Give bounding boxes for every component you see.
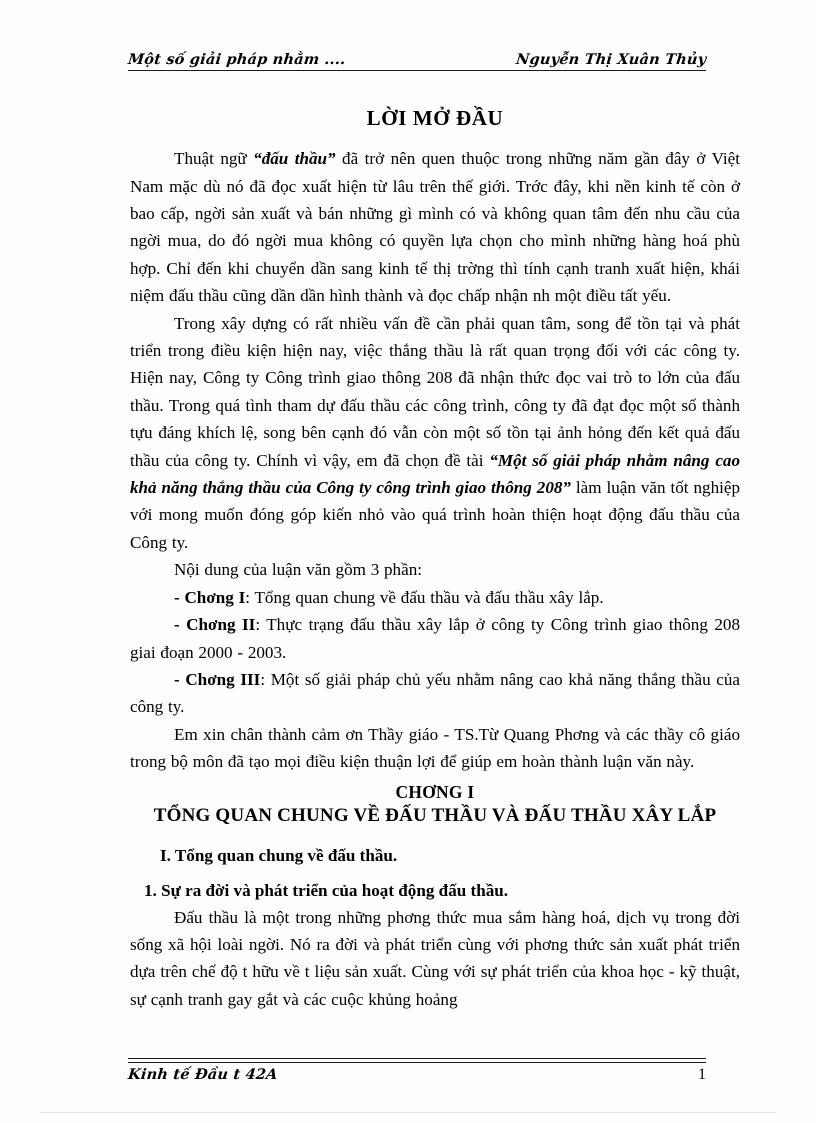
intro2-text-a: Trong xây dựng có rất nhiều vấn đề cần phải quan tâm, song để tồn tại và phát triển trong điều kiện hiện nay, việc thắng thầu là rất quan trọng đối với các công ty. Hiện nay, Công ty Công trình giao thông 208 đã nhận thức đọc vai trò to lớn của đấu thầu. Trong quá tình tham dự đấu thầu các công trình, công ty đã đạt đọc một số thành tựu đáng khích lệ, song bên cạnh đó vẫn còn một số tồn tại ảnh hỏng đến kết quả đấu thầu của công ty. Chính vì vậy, em đã chọn đề tài	[130, 313, 740, 470]
paragraph-intro-2	[130, 310, 740, 557]
chapter-list-item-3	[130, 666, 740, 721]
paragraph-contents-lead: Nội dung của luận văn gồm 3 phần:	[174, 560, 422, 580]
thesis-title: “Một số giải pháp nhằm nâng cao khả năng thắng thầu của Công ty công trình giao thông 208”	[130, 450, 741, 498]
chapter-1-text: : Tổng quan chung về đấu thầu và đấu thầu xây lắp.	[245, 587, 604, 607]
intro-text-b: đã trở nên quen thuộc trong những năm gần đây ở Việt Nam mặc dù nó đã đọc xuất hiện từ lâu trên thế giới. Trớc đây, khi nền kinh tế còn ở bao cấp, ngời sản xuất và bán những gì mình có và không quan tâm đến nhu cầu của ngời mua, do đó ngời mua không có quyền lựa chọn cho mình những hàng hoá phù hợp. Chỉ đến khi chuyển dần sang kinh tế thị trờng thì tính cạnh tranh xuất hiện, khái niệm đấu thầu cũng dần dần hình thành và đọc chấp nhận nh một điều tất yếu.	[130, 149, 740, 306]
section-heading-2: 1. Sự ra đời và phát triển của hoạt động đấu thầu.	[144, 880, 509, 900]
chapter-3-text: : Một số giải pháp chủ yếu nhằm nâng cao khả năng thắng thầu của công ty.	[130, 669, 740, 717]
heading-spacer	[130, 828, 740, 834]
page-footer	[128, 1062, 706, 1085]
term-dau-thau: “đấu thầu”	[253, 149, 336, 169]
scan-edge-line	[40, 1112, 776, 1113]
header-title-left: Một số giải pháp nhằm ....	[127, 51, 347, 69]
page-title: LỜI MỞ ĐẦU	[366, 106, 504, 130]
chapter-heading-line2: TỔNG QUAN CHUNG VỀ ĐẤU THẦU VÀ ĐẤU THẦU XÂY LẮP	[153, 804, 717, 826]
document-body	[130, 106, 740, 1013]
chapter-3-label: - Chơng III	[174, 669, 261, 689]
chapter-list-item-2	[130, 611, 740, 666]
page-number: 1	[698, 1066, 706, 1083]
header-author-right: Nguyễn Thị Xuân Thủy	[515, 51, 708, 69]
page-header	[128, 44, 706, 71]
intro2-text-b: làm luận văn tốt nghiệp với mong muốn đóng góp kiến nhỏ vào quá trình hoàn thiện hoạt động đấu thầu của Công ty.	[130, 478, 740, 552]
paragraph-acknowledgement: Em xin chân thành cảm ơn Thầy giáo - TS.Từ Quang Phơng và các thầy cô giáo trong bộ môn đã tạo mọi điều kiện thuận lợi để giúp em hoàn thành luận văn này.	[130, 724, 740, 772]
intro-text-a: Thuật ngữ	[174, 149, 254, 169]
paragraph-section-body: Đấu thầu là một trong những phơng thức mua sắm hàng hoá, dịch vụ trong đời sống xã hội loài ngời. Nó ra đời và phát triển cùng với phơng thức sản xuất phát triển dựa trên chế độ t hữu về t liệu sản xuất. Cùng với sự phát triển của khoa học - kỹ thuật, sự cạnh tranh gay gắt và các cuộc khủng hoảng	[130, 907, 740, 1009]
chapter-list-item-1	[130, 584, 740, 611]
chapter-2-text: : Thực trạng đấu thầu xây lắp ở công ty Công trình giao thông 208 giai đoạn 2000 - 2003.	[130, 615, 740, 662]
section-heading-1: I. Tổng quan chung về đấu thầu.	[160, 845, 398, 865]
footer-class-label: Kinh tế Đầu t 42A	[127, 1066, 279, 1083]
chapter-1-label: - Chơng I	[174, 587, 246, 607]
paragraph-intro-1	[130, 145, 740, 309]
footer-row	[128, 1066, 706, 1085]
chapter-heading-line1: CHƠNG I	[395, 781, 475, 802]
chapter-heading	[130, 780, 740, 828]
chapter-2-label: - Chơng II	[174, 615, 256, 635]
